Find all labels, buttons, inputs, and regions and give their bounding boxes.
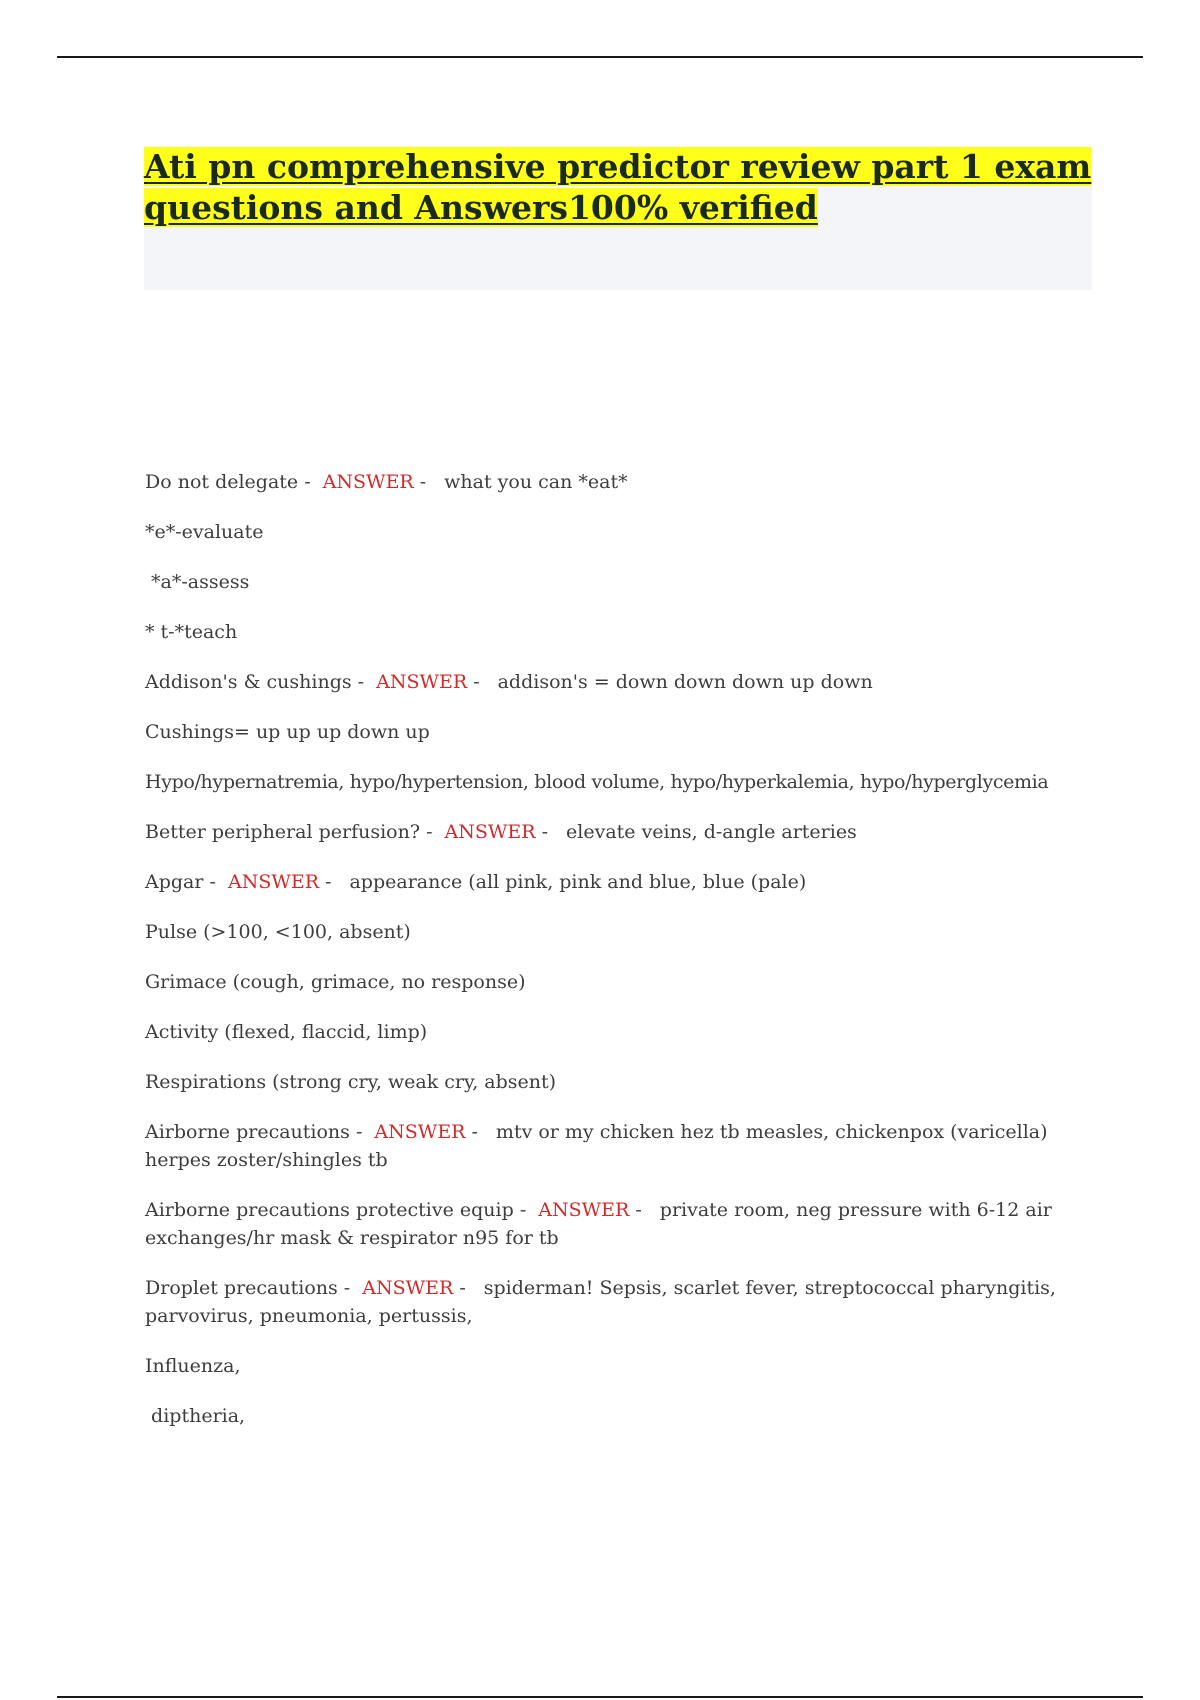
- answer-label: ANSWER: [444, 821, 536, 843]
- qa-item: Addison's & cushings - ANSWER - addison's = down down down up down: [145, 671, 873, 693]
- answer-text: mtv or my chicken hez tb measles, chickenpox (varicella) herpes zoster/shingles tb: [145, 1121, 1054, 1171]
- note-line: diptheria,: [145, 1405, 246, 1427]
- answer-label: ANSWER: [538, 1199, 630, 1221]
- qa-item: Apgar - ANSWER - appearance (all pink, pink and blue, blue (pale): [145, 871, 807, 893]
- title-line-2: questions and Answers100% verified: [144, 188, 818, 227]
- title-line-1: Ati pn comprehensive predictor review part 1 exam: [144, 147, 1092, 186]
- title-box: [144, 146, 1092, 290]
- answer-text: elevate veins, d-angle arteries: [566, 821, 857, 843]
- qa-item: Droplet precautions - ANSWER - spiderman! Sepsis, scarlet fever, streptococcal pharyngitis, parvovirus, pneumonia, pertussis,: [145, 1277, 1063, 1327]
- answer-text: private room, neg pressure with 6-12 air exchanges/hr mask & respirator n95 for tb: [145, 1199, 1058, 1249]
- answer-text: what you can *eat*: [444, 471, 628, 493]
- answer-text: addison's = down down down up down: [497, 671, 873, 693]
- answer-label: ANSWER: [376, 671, 468, 693]
- question-text: Do not delegate: [145, 471, 299, 493]
- document-title: [144, 146, 1092, 228]
- bottom-rule: [57, 1696, 1143, 1698]
- note-line: *e*-evaluate: [145, 521, 264, 543]
- answer-label: ANSWER: [374, 1121, 466, 1143]
- qa-item: Better peripheral perfusion? - ANSWER - elevate veins, d-angle arteries: [145, 821, 857, 843]
- question-text: Airborne precautions: [145, 1121, 350, 1143]
- question-text: Droplet precautions: [145, 1277, 338, 1299]
- question-text: Apgar: [145, 871, 204, 893]
- qa-item: Do not delegate - ANSWER - what you can *eat*: [145, 471, 628, 493]
- question-text: Addison's & cushings: [145, 671, 352, 693]
- qa-item: Airborne precautions protective equip - ANSWER - private room, neg pressure with 6-12 air exchanges/hr mask & respirator n95 for tb: [145, 1199, 1058, 1249]
- answer-label: ANSWER: [362, 1277, 454, 1299]
- question-text: Better peripheral perfusion?: [145, 821, 421, 843]
- answer-text: spiderman! Sepsis, scarlet fever, streptococcal pharyngitis, parvovirus, pneumonia, pertussis,: [145, 1277, 1063, 1327]
- note-line: Grimace (cough, grimace, no response): [145, 971, 526, 993]
- note-line: Activity (flexed, flaccid, limp): [145, 1021, 428, 1043]
- top-rule: [57, 56, 1143, 58]
- note-line: * t-*teach: [145, 621, 238, 643]
- note-line: Pulse (>100, <100, absent): [145, 921, 411, 943]
- note-line: Hypo/hypernatremia, hypo/hypertension, blood volume, hypo/hyperkalemia, hypo/hyperglycemia: [145, 771, 1049, 793]
- document-body: [145, 468, 1105, 1452]
- answer-label: ANSWER: [227, 871, 320, 893]
- note-line: Influenza,: [145, 1355, 241, 1377]
- note-line: *a*-assess: [145, 571, 250, 593]
- question-text: Airborne precautions protective equip: [145, 1199, 514, 1221]
- qa-item: Airborne precautions - ANSWER - mtv or my chicken hez tb measles, chickenpox (varicella) herpes zoster/shingles tb: [145, 1121, 1054, 1171]
- answer-label: ANSWER: [322, 471, 414, 493]
- note-line: Respirations (strong cry, weak cry, absent): [145, 1071, 557, 1093]
- note-line: Cushings= up up up down up: [145, 721, 430, 743]
- answer-text: appearance (all pink, pink and blue, blue (pale): [349, 871, 807, 893]
